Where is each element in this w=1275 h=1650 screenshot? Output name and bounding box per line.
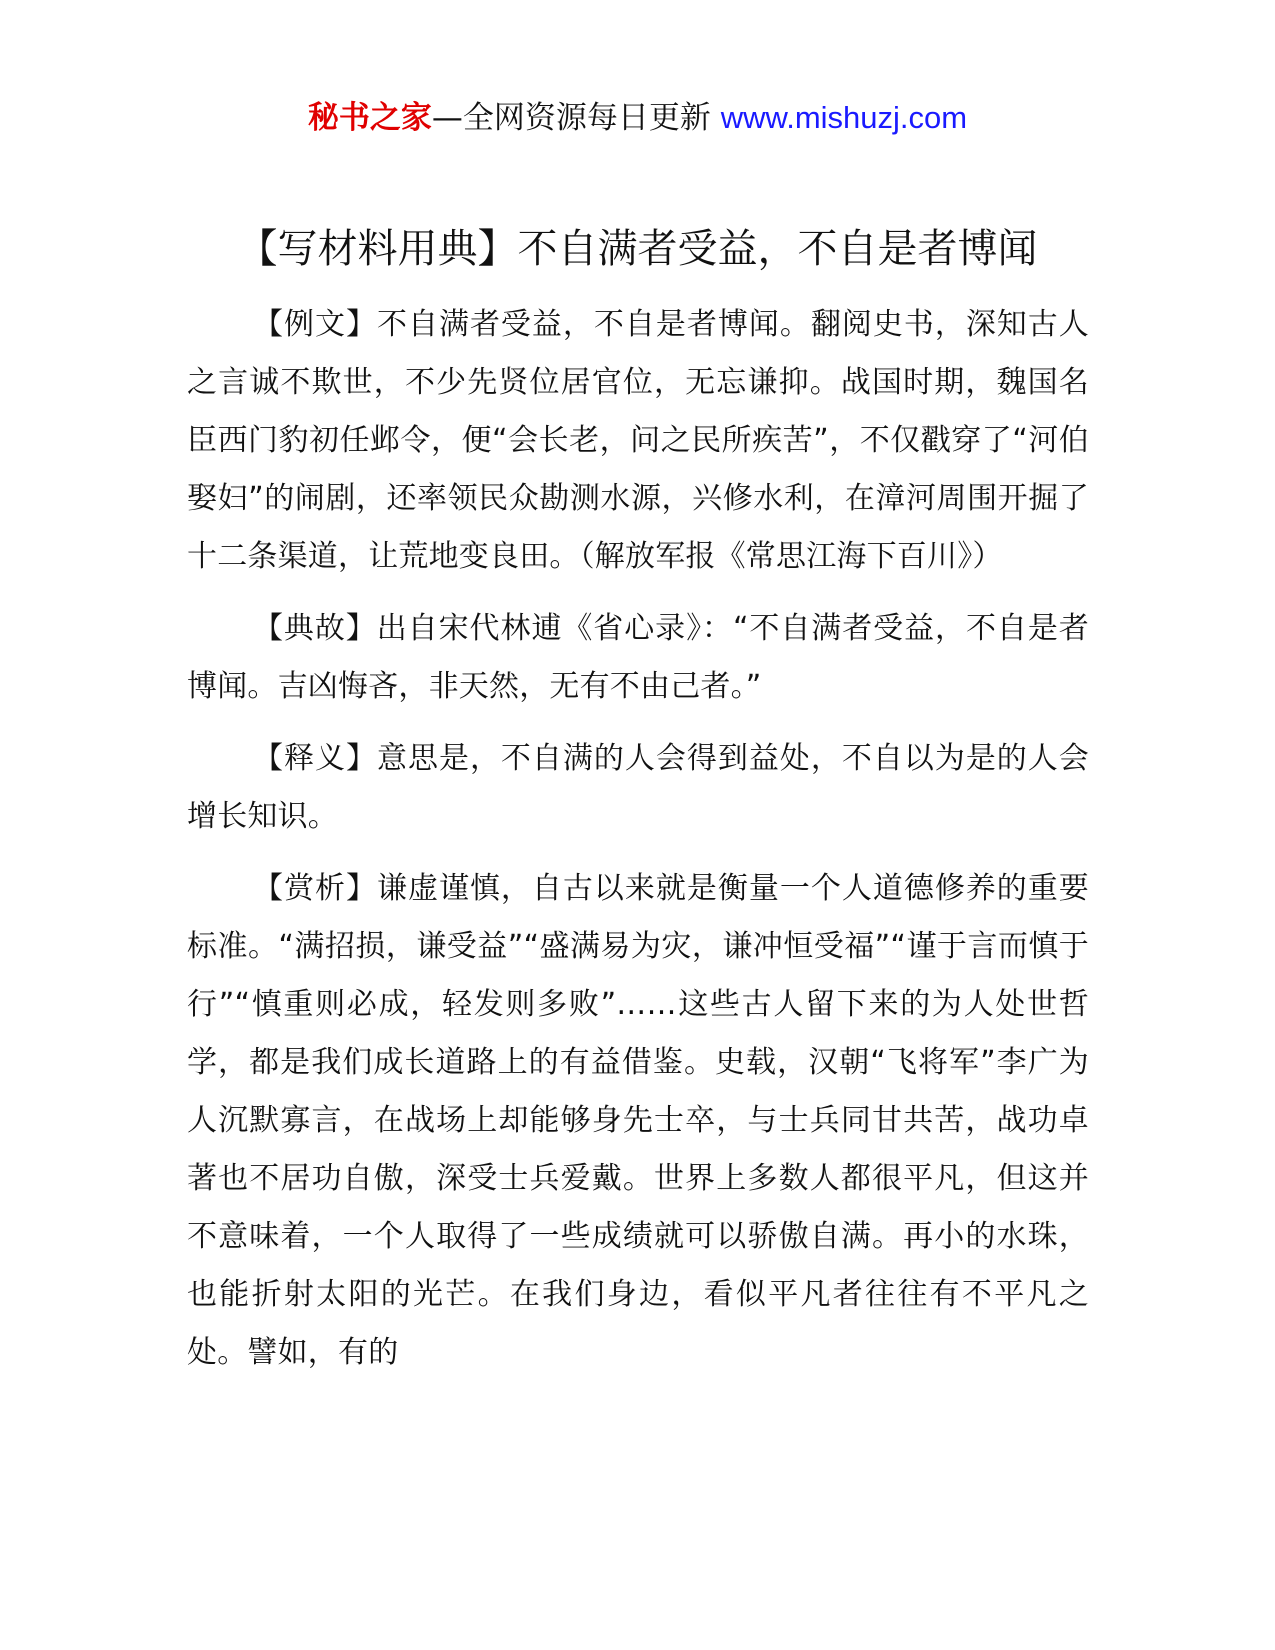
paragraph-analysis: 【赏析】谦虚谨慎，自古以来就是衡量一个人道德修养的重要标准。“满招损，谦受益”“盛满易为灾，谦冲恒受福”“谨于言而慎于行”“慎重则必成，轻发则多败”……这些古人留下来的为人处世哲学，都是我们成长道路上的有益借鉴。史载，汉朝“飞将军”李广为人沉默寡言，在战场上却能够身先士卒，与士兵同甘共苦，战功卓著也不居功自傲，深受士兵爱戴。世界上多数人都很平凡，但这并不意味着，一个人取得了一些成绩就可以骄傲自满。再小的水珠，也能折射太阳的光芒。在我们身边，看似平凡者往往有不平凡之处。譬如，有的 (187, 871, 1089, 1370)
brand-name: 秘书之家 (307, 100, 432, 136)
document-body (187, 296, 1089, 1396)
document-title: 【写材料用典】不自满者受益，不自是者博闻 (237, 226, 1038, 272)
paragraph-meaning: 【释义】意思是，不自满的人会得到益处，不自以为是的人会增长知识。 (187, 741, 1089, 834)
site-header (0, 96, 1275, 140)
header-slogan: —全网资源每日更新 (431, 100, 711, 136)
site-url-link[interactable]: www.mishuzj.com (720, 100, 968, 135)
paragraph-allusion: 【典故】出自宋代林逋《省心录》：“不自满者受益，不自是者博闻。吉凶悔吝，非天然，无有不由己者。” (187, 611, 1089, 704)
paragraph-example: 【例文】不自满者受益，不自是者博闻。翻阅史书，深知古人之言诚不欺世，不少先贤位居官位，无忘谦抑。战国时期，魏国名臣西门豹初任邺令，便“会长老，问之民所疾苦”，不仅戳穿了“河伯娶妇”的闹剧，还率领民众勘测水源，兴修水利，在漳河周围开掘了十二条渠道，让荒地变良田。（解放军报《常思江海下百川》） (187, 307, 1089, 574)
